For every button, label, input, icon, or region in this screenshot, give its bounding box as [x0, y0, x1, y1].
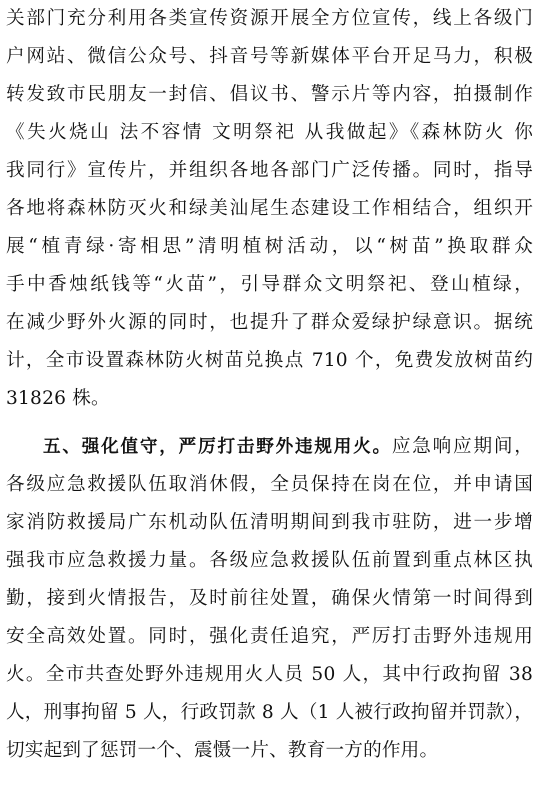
- paragraph-section-five: [6, 428, 533, 770]
- text-line: 切实起到了惩罚一个、震慑一片、教育一方的作用。: [6, 740, 439, 761]
- text-line: 《失火烧山 法不容情 文明祭祀 从我做起》《森林防火 你: [6, 122, 533, 143]
- text-line: 31826 株。: [6, 388, 110, 409]
- text-line: 人，刑事拘留 5 人，行政罚款 8 人（1 人被行政拘留并罚款），: [6, 702, 534, 723]
- section-first-line-text: 应急响应期间，: [391, 436, 533, 457]
- text-line: 在减少野外火源的同时，也提升了群众爱绿护绿意识。据统: [6, 312, 533, 333]
- text-line: 手中香烛纸钱等“火苗”，引导群众文明祭祀、登山植绿，: [6, 274, 533, 295]
- section-first-line: [6, 428, 533, 466]
- text-line: 各级应急救援队伍取消休假，全员保持在岗在位，并申请国: [6, 474, 533, 495]
- text-line: 关部门充分利用各类宣传资源开展全方位宣传，线上各级门: [6, 8, 533, 29]
- text-line: 安全高效处置。同时，强化责任追究，严厉打击野外违规用: [6, 626, 533, 647]
- text-line: 勤，接到火情报告，及时前往处置，确保火情第一时间得到: [6, 588, 533, 609]
- text-line: 展“植青绿·寄相思”清明植树活动，以“树苗”换取群众: [6, 236, 533, 257]
- text-line: 我同行》宣传片，并组织各地各部门广泛传播。同时，指导: [6, 160, 533, 181]
- text-line: 各地将森林防灭火和绿美汕尾生态建设工作相结合，组织开: [6, 198, 533, 219]
- text-line: 户网站、微信公众号、抖音号等新媒体平台开足马力，积极: [6, 46, 533, 67]
- text-line: 转发致市民朋友一封信、倡议书、警示片等内容，拍摄制作: [6, 84, 533, 105]
- paragraph-propaganda: [6, 0, 533, 418]
- text-line: 强我市应急救援力量。各级应急救援队伍前置到重点林区执: [6, 550, 533, 571]
- text-line: 家消防救援局广东机动队伍清明期间到我市驻防，进一步增: [6, 512, 533, 533]
- text-line: 火。全市共查处野外违规用火人员 50 人，其中行政拘留 38: [6, 664, 533, 685]
- text-line: 计，全市设置森林防火树苗兑换点 710 个，免费发放树苗约: [6, 350, 533, 371]
- section-heading: 五、强化值守，严厉打击野外违规用火。: [43, 437, 392, 457]
